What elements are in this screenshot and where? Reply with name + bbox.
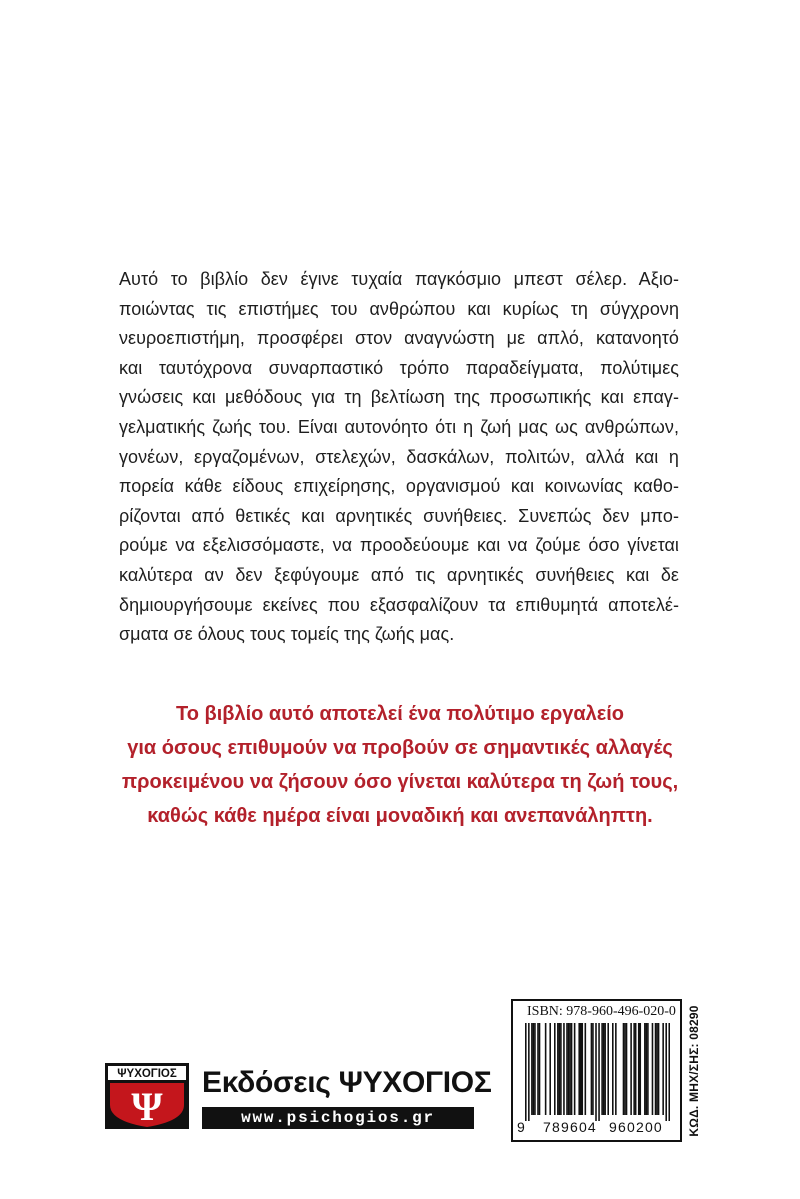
barcode-bar: [662, 1023, 664, 1115]
publisher-logo: [105, 1063, 189, 1129]
publisher-url[interactable]: www.psichogios.gr: [241, 1109, 435, 1127]
description-line: ρίζονται από θετικές και αρνητικές συνήθειες. Συνεπώς δεν μπο-: [119, 505, 679, 526]
barcode-bar: [633, 1023, 635, 1115]
barcode-bar: [668, 1023, 670, 1121]
barcode-bar: [566, 1023, 568, 1115]
description-line: γνώσεις και μεθόδους για τη βελτίωση της προσωπικής και επαγ-: [119, 387, 679, 408]
description-line: δημιουργήσουμε εκείνες που εξασφαλίζουν τα επιθυμητά αποτελέ-: [119, 594, 679, 615]
barcode-bar: [656, 1023, 658, 1115]
description-line: και ταυτόχρονα συναρπαστικό τρόπο παραδείγματα, πολύτιμες: [119, 357, 679, 378]
book-description: [119, 265, 679, 650]
barcode-bar: [638, 1023, 640, 1115]
barcode-bar: [665, 1023, 667, 1121]
barcode-bar: [560, 1023, 562, 1115]
publisher-block: [105, 1063, 492, 1129]
barcode-bar: [534, 1023, 536, 1115]
barcode-bar: [601, 1023, 603, 1115]
barcode-bar: [574, 1023, 576, 1115]
barcode-bar: [578, 1023, 580, 1115]
barcode-bar: [635, 1023, 637, 1115]
publisher-name: Εκδόσεις ΨΥΧΟΓΙΟΣ: [202, 1066, 492, 1099]
barcode-bar: [630, 1023, 632, 1115]
barcode-bar: [592, 1023, 594, 1115]
barcode-bar: [603, 1023, 605, 1115]
barcode-bar: [531, 1023, 533, 1115]
barcode-bar: [626, 1023, 628, 1115]
barcode-bar: [539, 1023, 541, 1115]
barcode-bar: [537, 1023, 539, 1115]
description-line: σματα σε όλους τους τομείς της ζωής μας.: [119, 624, 455, 645]
product-code: [684, 1000, 704, 1142]
barcode-bar: [571, 1023, 573, 1115]
barcode-bar: [528, 1023, 530, 1121]
description-line: γονέων, εργαζομένων, στελεχών, δασκάλων, πολιτών, αλλά και η: [119, 446, 679, 467]
barcode-bar: [652, 1023, 654, 1115]
barcode-bar: [646, 1023, 648, 1115]
book-highlight-statement: [80, 697, 720, 833]
description-line: ρούμε να εξελισσόμαστε, να προοδεύουμε και να ζούμε όσο γίνεται: [119, 535, 679, 556]
barcode-bar: [658, 1023, 660, 1115]
barcode-bar: [545, 1023, 547, 1115]
barcode-bar: [615, 1023, 617, 1115]
barcode-bar: [604, 1023, 606, 1115]
barcode-bar: [563, 1023, 565, 1115]
barcode-bar: [598, 1023, 600, 1121]
barcode-bar: [624, 1023, 626, 1115]
barcode-bar: [557, 1023, 559, 1115]
description-line: Αυτό το βιβλίο δεν έγινε τυχαία παγκόσμιο μπεστ σέλερ. Αξιο-: [119, 269, 679, 289]
barcode-bar: [581, 1023, 583, 1115]
barcode-bar: [591, 1023, 593, 1115]
description-line: πορεία κάθε είδους επιχείρησης, οργανισμού και κοινωνίας καθο-: [119, 476, 679, 497]
barcode-bar: [569, 1023, 571, 1115]
barcode-digit-lead: 9: [517, 1119, 525, 1135]
barcode-bar: [612, 1023, 614, 1115]
highlight-line: καθώς κάθε ημέρα είναι μοναδική και ανεπανάληπτη.: [147, 805, 653, 827]
product-code-text: ΚΩΔ. ΜΗΧ/ΣΗΣ: 08290: [687, 1005, 701, 1137]
barcode-bar: [533, 1023, 535, 1115]
barcode-digits-right: 960200: [609, 1119, 663, 1135]
description-line: καλύτερα αν δεν ξεφύγουμε από τις αρνητικές συνήθειες και δε: [119, 564, 679, 585]
barcode-image: [525, 1023, 670, 1121]
barcode-bar: [595, 1023, 597, 1121]
description-line: γελματικής ζωής του. Είναι αυτονόητο ότι η ζωή μας ως ανθρώπων,: [119, 416, 679, 437]
barcode-bar: [554, 1023, 556, 1115]
publisher-url-bar: [202, 1107, 474, 1129]
barcode-bar: [525, 1023, 527, 1121]
barcode-bar: [568, 1023, 570, 1115]
barcode-bar: [639, 1023, 641, 1115]
barcode-bar: [585, 1023, 587, 1115]
highlight-line: προκειμένου να ζήσουν όσο γίνεται καλύτερα τη ζωή τους,: [121, 771, 679, 793]
barcode-bar: [647, 1023, 649, 1115]
publisher-logo-text: ΨΥΧΟΓΙΟΣ: [117, 1068, 177, 1080]
barcode-bar: [623, 1023, 625, 1115]
psi-icon: Ψ: [131, 1084, 163, 1129]
barcode-bar: [549, 1023, 551, 1115]
barcode-bar: [580, 1023, 582, 1115]
isbn-barcode-box: [511, 999, 682, 1142]
barcode-digits-left: 789604: [543, 1119, 597, 1135]
description-line: νευροεπιστήμη, προσφέρει στον αναγνώστη με απλό, κατανοητό: [119, 328, 679, 349]
barcode-bar: [607, 1023, 609, 1115]
barcode-bar: [559, 1023, 561, 1115]
barcode-bar: [644, 1023, 646, 1115]
isbn-label: ISBN: 978-960-496-020-0: [527, 1004, 676, 1019]
highlight-line: Το βιβλίο αυτό αποτελεί ένα πολύτιμο εργαλείο: [175, 703, 625, 725]
barcode-bar: [655, 1023, 657, 1115]
highlight-line: για όσους επιθυμούν να προβούν σε σημαντικές αλλαγές: [127, 737, 673, 759]
description-line: ποιώντας τις επιστήμες του ανθρώπου και κυρίως τη σύγχρονη: [119, 298, 679, 319]
